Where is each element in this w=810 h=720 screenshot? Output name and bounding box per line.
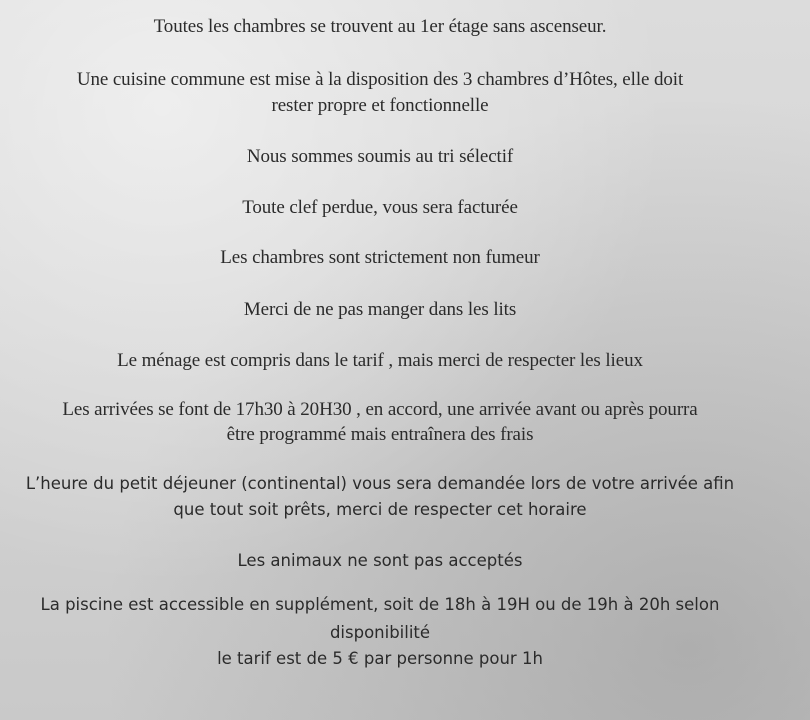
rule-pool-line-2: disponibilité bbox=[329, 623, 431, 642]
rule-lost-key: Toute clef perdue, vous sera facturée bbox=[242, 197, 518, 218]
rule-kitchen-line-2: rester propre et fonctionnelle bbox=[271, 95, 489, 116]
rule-cleaning: Le ménage est compris dans le tarif , mais merci de respecter les lieux bbox=[117, 350, 643, 371]
rule-no-pets: Les animaux ne sont pas acceptés bbox=[237, 551, 523, 570]
rule-pool-line-3: le tarif est de 5 € par personne pour 1h bbox=[217, 649, 543, 668]
rule-floor: Toutes les chambres se trouvent au 1er étage sans ascenseur. bbox=[153, 16, 607, 37]
rule-no-eating-in-bed: Merci de ne pas manger dans les lits bbox=[243, 299, 517, 320]
rule-arrivals-line-1: Les arrivées se font de 17h30 à 20H30 , en accord, une arrivée avant ou après pourra bbox=[62, 399, 698, 420]
rule-arrivals-line-2: être programmé mais entraînera des frais bbox=[226, 424, 534, 445]
rule-breakfast-line-2: que tout soit prêts, merci de respecter cet horaire bbox=[173, 500, 587, 519]
rule-breakfast-line-1: L’heure du petit déjeuner (continental) vous sera demandée lors de votre arrivée afin bbox=[25, 474, 735, 493]
rule-recycling: Nous sommes soumis au tri sélectif bbox=[246, 146, 514, 167]
rule-kitchen-line-1: Une cuisine commune est mise à la disposition des 3 chambres d’Hôtes, elle doit bbox=[76, 69, 684, 90]
rule-non-smoking: Les chambres sont strictement non fumeur bbox=[220, 247, 540, 268]
rule-pool-line-1: La piscine est accessible en supplément, soit de 18h à 19H ou de 19h à 20h selon bbox=[40, 595, 720, 614]
